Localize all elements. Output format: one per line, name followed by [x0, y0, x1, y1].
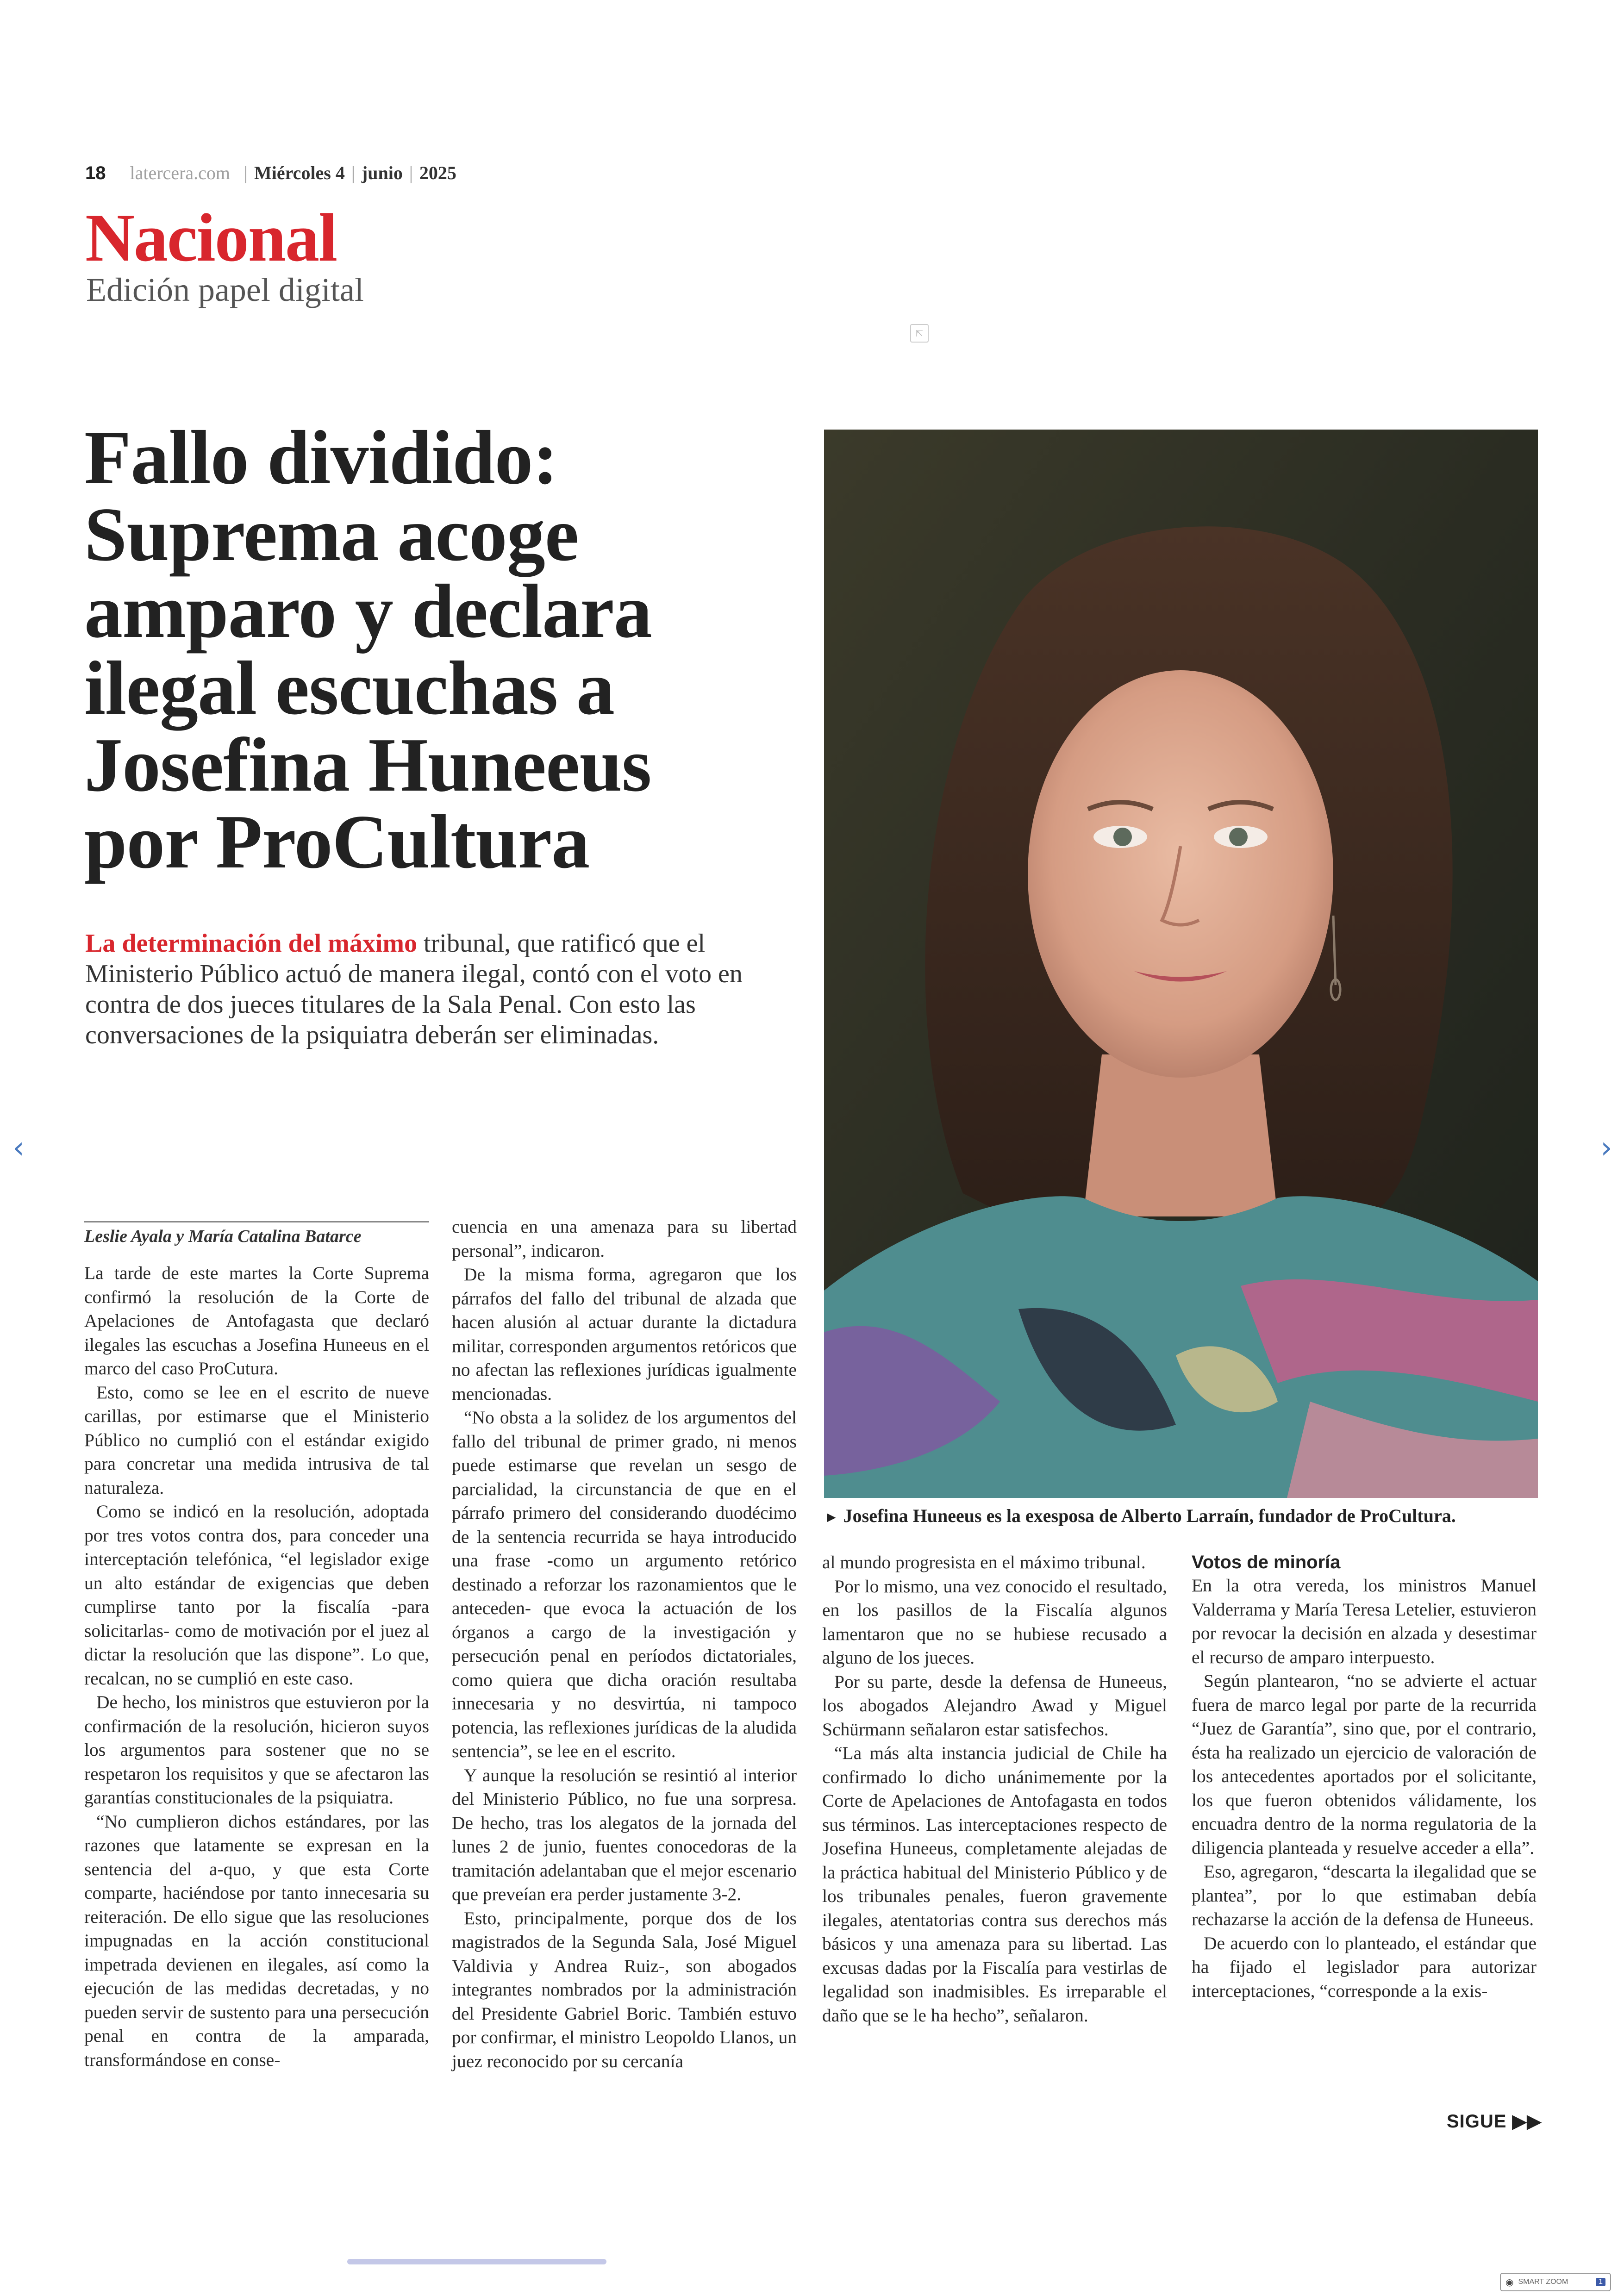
separator: |: [409, 162, 413, 183]
page-header: [85, 162, 456, 190]
lead-highlight: La determinación del máximo: [85, 929, 418, 958]
paragraph: Y aunque la resolución se resintió al interior del Ministerio Público, no fue una sorpresa. De hecho, tras los alegatos de la jornada del lunes 2 de junio, fuentes conocedoras de la tramitación adelantaban que el mejor escenario que preveían era perder justamente 3-2.: [452, 1765, 797, 1904]
section-title: Nacional: [85, 200, 337, 276]
paragraph: Según plantearon, “no se advierte el actuar fuera de marco legal por parte de la recurrida “Juez de Garantía”, sino que, por el contrario, ésta ha realizado un ejercicio de valoración de los antecedentes aportados por el solicitante, los que fueron obtenidos válidamente, los encuadra dentro de la norma regulatoria de la diligencia planteada y resuelve acceder a ella”.: [1192, 1671, 1537, 1858]
paragraph: Por lo mismo, una vez conocido el resultado, en los pasillos de la Fiscalía algunos lamentaron que no se hubiese recusado a alguno de los jueces.: [822, 1576, 1167, 1668]
smart-zoom-label: SMART ZOOM: [1518, 2278, 1568, 2286]
eye-icon: ◉: [1505, 2277, 1514, 2288]
paragraph: “La más alta instancia judicial de Chile ha confirmado lo dicho unánimemente por la Corte de Apelaciones de Antofagasta en todos sus términos. Las interceptaciones respecto de Josefina Huneeus, completamente alejadas de la práctica habitual del Ministerio Público y de los tribunales penales, fueron gravemente ilegales, atentatorias contra sus derechos más básicos y una amenaza para su libertad. Las excusas dadas por la Fiscalía para vestirlas de legalidad son inadmisibles. Es irreparable el daño que se le ha hecho”, señalaron.: [822, 1743, 1167, 2026]
portrait-illustration: [824, 430, 1538, 1498]
paragraph: al mundo progresista en el máximo tribunal.: [822, 1552, 1146, 1572]
paragraph: “No cumplieron dichos estándares, por las razones que latamente se expresan en la sentencia del a-quo, y que esta Corte comparte, haciéndose por tanto innecesaria su reiteración. De ello sigue que las resoluciones impugnadas en la acción constitucional impetrada devienen en ilegales, así como la ejecución de las medidas decretadas, y no pueden servir de sustento para una persecución penal en contra de la amparada, transformándose en conse-: [84, 1811, 429, 2070]
paragraph: Por su parte, desde la defensa de Huneeus, los abogados Alejandro Awad y Miguel Schürmann señalaron estar satisfechos.: [822, 1671, 1167, 1740]
paragraph: “No obsta a la solidez de los argumentos del fallo del tribunal de primer grado, ni menos puede estimarse que revelan un sesgo de parcialidad, la circunstancia de que en el párrafo primero del considerando duodécimo de la sentencia recurrida se haya introducido una frase -como un argumento retórico destinado a reforzar los razonamientos que le anteceden- que evoca la actuación de los órganos a cargo de la investigación y persecución penal en períodos dictatoriales, como quiera que dicha oración resultaba innecesaria y no desvirtúa, ni tampoco potencia, las reflexiones jurídicas de la aludida sentencia”, se lee en el escrito.: [452, 1407, 797, 1761]
smart-zoom-button[interactable]: [1500, 2273, 1611, 2291]
paragraph: La tarde de este martes la Corte Suprema confirmó la resolución de la Corte de Apelaciones de Antofagasta que declaró ilegales las escuchas a Josefina Huneeus en el marco del caso ProCutura.: [84, 1263, 429, 1378]
byline: Leslie Ayala y María Catalina Batarce: [84, 1221, 429, 1247]
section-subtitle: Edición papel digital: [86, 271, 364, 308]
date-year: 2025: [419, 162, 456, 183]
date-day: Miércoles 4: [254, 162, 345, 183]
caption-marker: ►: [824, 1509, 839, 1525]
separator: |: [244, 162, 248, 183]
paragraph: De la misma forma, agregaron que los párrafos del fallo del tribunal de alzada que hacen alusión al actuar durante la dictadura militar, corresponden argumentos retóricos que no afectan las reflexiones jurídicas igualmente mencionadas.: [452, 1264, 797, 1404]
headline-line: amparo y declara: [84, 568, 652, 654]
subheading: Votos de minoría: [1192, 1552, 1341, 1572]
article-column-2: [452, 1215, 797, 2073]
paragraph: De hecho, los ministros que estuvieron por la confirmación de la resolución, hicieron suyos los argumentos para sostener que no se respetaron los requisitos y que se afectaron las garantías constitucionales de la psiquiatra.: [84, 1692, 429, 1808]
paragraph: Esto, principalmente, porque dos de los magistrados de la Segunda Sala, José Miguel Valdivia y Andrea Ruiz-, son abogados integrantes nombrados por la administración del Presidente Gabriel Boric. También estuvo por confirmar, el ministro Leopoldo Llanos, un juez reconocido por su cercanía: [452, 1908, 797, 2071]
headline-line: Suprema acoge: [84, 492, 579, 577]
expand-icon[interactable]: ⇱: [910, 324, 929, 343]
headline-line: ilegal escuchas a: [84, 645, 614, 730]
continues-label: SIGUE ▶▶: [1447, 2111, 1542, 2132]
caption-text: Josefina Huneeus es la exesposa de Alberto Larraín, fundador de ProCultura.: [843, 1505, 1456, 1526]
photo-caption: [824, 1504, 1546, 1528]
article-headline: [84, 415, 806, 884]
page-number: 18: [85, 163, 106, 183]
paragraph: Como se indicó en la resolución, adoptada por tres votos contra dos, para conceder una interceptación telefónica, “el legislador exige un alto estándar de exigencias que deben cumplirse tanto por la fiscalía -para solicitarlas- como de motivación por el juez al dictar la resolución que las dispone”. Lo que, recalcan, no se cumplió en este caso.: [84, 1501, 429, 1689]
paragraph: cuencia en una amenaza para su libertad personal”, indicaron.: [452, 1216, 797, 1261]
article-lead: [85, 928, 798, 1050]
paragraph: En la otra vereda, los ministros Manuel Valderrama y María Teresa Letelier, estuvieron por revocar la decisión en alzada y desestimar el recurso de amparo interpuesto.: [1192, 1575, 1537, 1667]
paragraph: Esto, como se lee en el escrito de nueve carillas, por estimarse que el Ministerio Público no cumplió con el estándar exigido para concretar una medida intrusiva de tal naturaleza.: [84, 1382, 429, 1498]
headline-line: Josefina Huneeus: [84, 722, 651, 807]
date-month: junio: [361, 162, 403, 183]
horizontal-scrollbar[interactable]: [347, 2259, 606, 2264]
paragraph: De acuerdo con lo planteado, el estándar que ha fijado el legislador para autorizar interceptaciones, “corresponde a la exis-: [1192, 1933, 1537, 2001]
headline-line: Fallo dividido:: [84, 415, 558, 500]
previous-page-button[interactable]: ‹: [12, 1131, 25, 1165]
next-page-button[interactable]: ›: [1600, 1131, 1612, 1165]
site-name: latercera.com: [130, 162, 231, 183]
portrait-photo: [824, 430, 1538, 1498]
paragraph: Eso, agregaron, “descarta la ilegalidad que se plantea”, por lo que estimaban debía rechazarse la acción de la defensa de Huneeus.: [1192, 1861, 1537, 1929]
page-indicator: 1: [1596, 2278, 1605, 2286]
headline-line: por ProCultura: [84, 799, 590, 884]
lead-text: tribunal, que ratificó que el Ministerio Público actuó de manera ilegal, contó con el voto en contra de dos jueces titulares de la Sala Penal. Con esto las conversaciones de la psiquiatra deberán ser eliminadas.: [85, 929, 743, 1049]
article-column-4: [1192, 1551, 1537, 2003]
article-column-1: [84, 1261, 429, 2072]
separator: |: [351, 162, 355, 183]
article-column-3: [822, 1551, 1167, 2027]
